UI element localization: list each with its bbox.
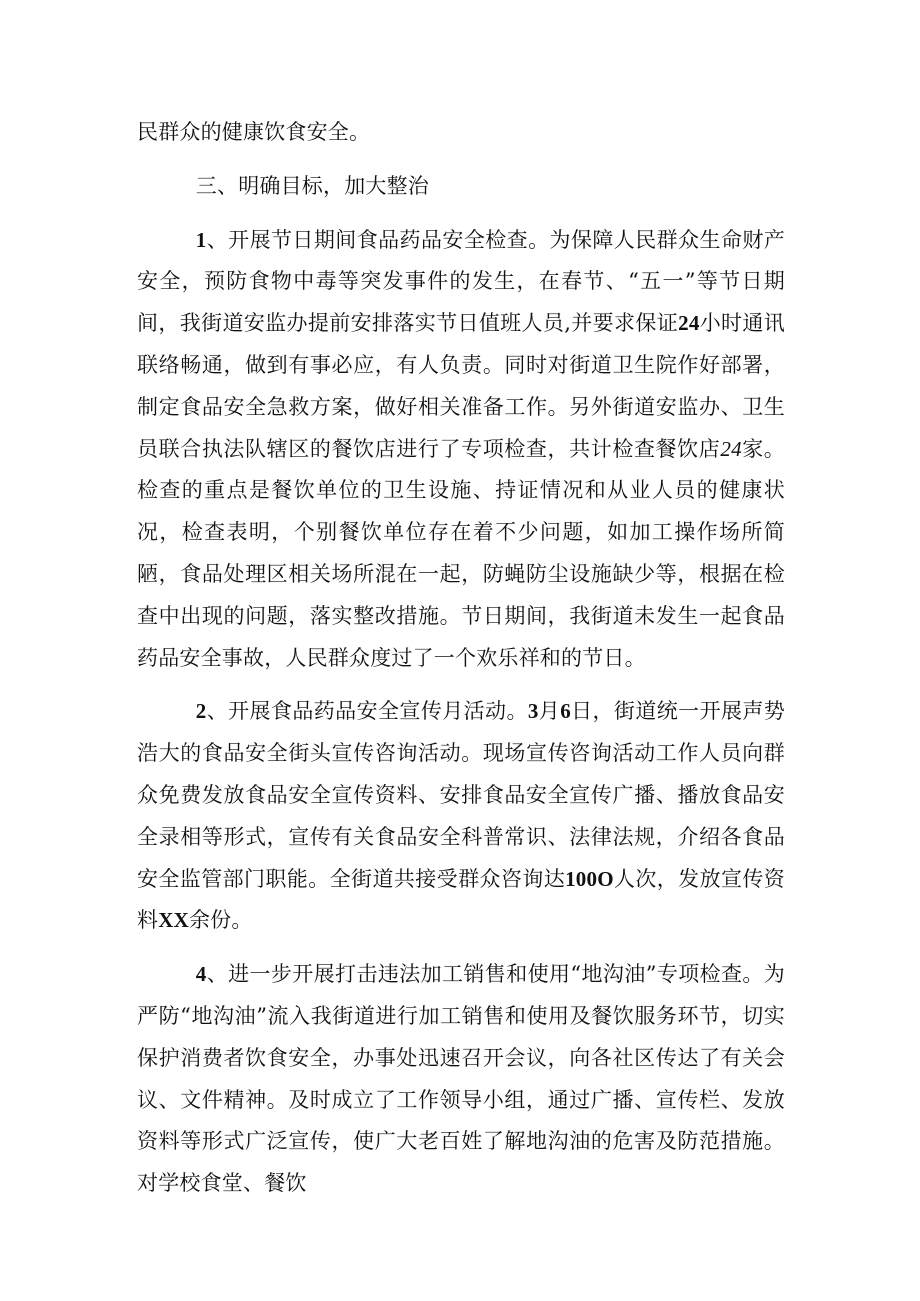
paragraph-item-4 [137, 954, 785, 1205]
text-segment: 、开展食品药品安全宣传月活动。 [206, 699, 528, 724]
number-consultations: 100O [565, 866, 614, 891]
text-segment: 家。检查的重点是餐饮单位的卫生设施、持证情况和从业人员的健康状况，检查表明，个别餐饮单位存在着不少问题，如加工操作场所简陋，食品处理区相关场所混在一起，防蝇防尘设施缺少等，根据在检查中出现的问题，落实整改措施。节日期间，我街道未发生一起食品药品安全事故，人民群众度过了一个欢乐祥和的节日。 [137, 436, 785, 670]
number-month: 3 [527, 699, 539, 724]
text-segment: 、进一步开展打击违法加工销售和使用“地沟油”专项检查。为严防“地沟油”流入我街道进行加工销售和使用及餐饮服务环节，切实保护消费者饮食安全，办事处迅速召开会议，向各社区传达了有关会议、文件精神。及时成立了工作领导小组，通过广播、宣传栏、发放资料等形式广泛宣传，使广大老百姓了解地沟油的危害及防范措施。对学校食堂、餐饮 [137, 962, 785, 1196]
number-materials: XX [158, 908, 189, 933]
text-segment: 月 [538, 699, 561, 724]
section-heading [137, 166, 785, 208]
text-segment: 三、明确目标，加大整治 [195, 173, 429, 198]
paragraph-item-2 [137, 691, 785, 942]
number-restaurants: 24 [720, 436, 742, 461]
document-body [137, 112, 785, 1205]
text-segment: 人次，发放宣传资料 [137, 866, 785, 933]
text-segment: 余份。 [188, 908, 253, 933]
item-number: 2 [195, 699, 207, 724]
text-segment: 、开展节日期间食品药品安全检查。为保障人民群众生命财产安全，预防食物中毒等突发事件的发生，在春节、“五一”等节日期间，我街道安监办提前安排落实节日值班人员,并要求保证 [137, 227, 785, 336]
paragraph-item-1 [137, 220, 785, 680]
item-number: 1 [195, 227, 207, 252]
paragraph-continuation [137, 112, 785, 154]
number-hours: 24 [678, 311, 700, 336]
text-segment: 日，街道统一开展声势浩大的食品安全街头宣传咨询活动。现场宣传咨询活动工作人员向群众免费发放食品安全宣传资料、安排食品安全宣传广播、播放食品安全录相等形式，宣传有关食品安全科普常识、法律法规，介绍各食品安全监管部门职能。全街道共接受群众咨询达 [137, 699, 786, 891]
text-segment: 民群众的健康饮食安全。 [137, 120, 371, 144]
item-number: 4 [195, 962, 207, 987]
number-day: 6 [560, 699, 571, 724]
text-segment: 小时通讯联络畅通，做到有事必应，有人负责。同时对街道卫生院作好部署，制定食品安全急救方案，做好相关准备工作。另外街道安监办、卫生员联合执法队辖区的餐饮店进行了专项检查，共计检查餐饮店 [137, 311, 785, 461]
